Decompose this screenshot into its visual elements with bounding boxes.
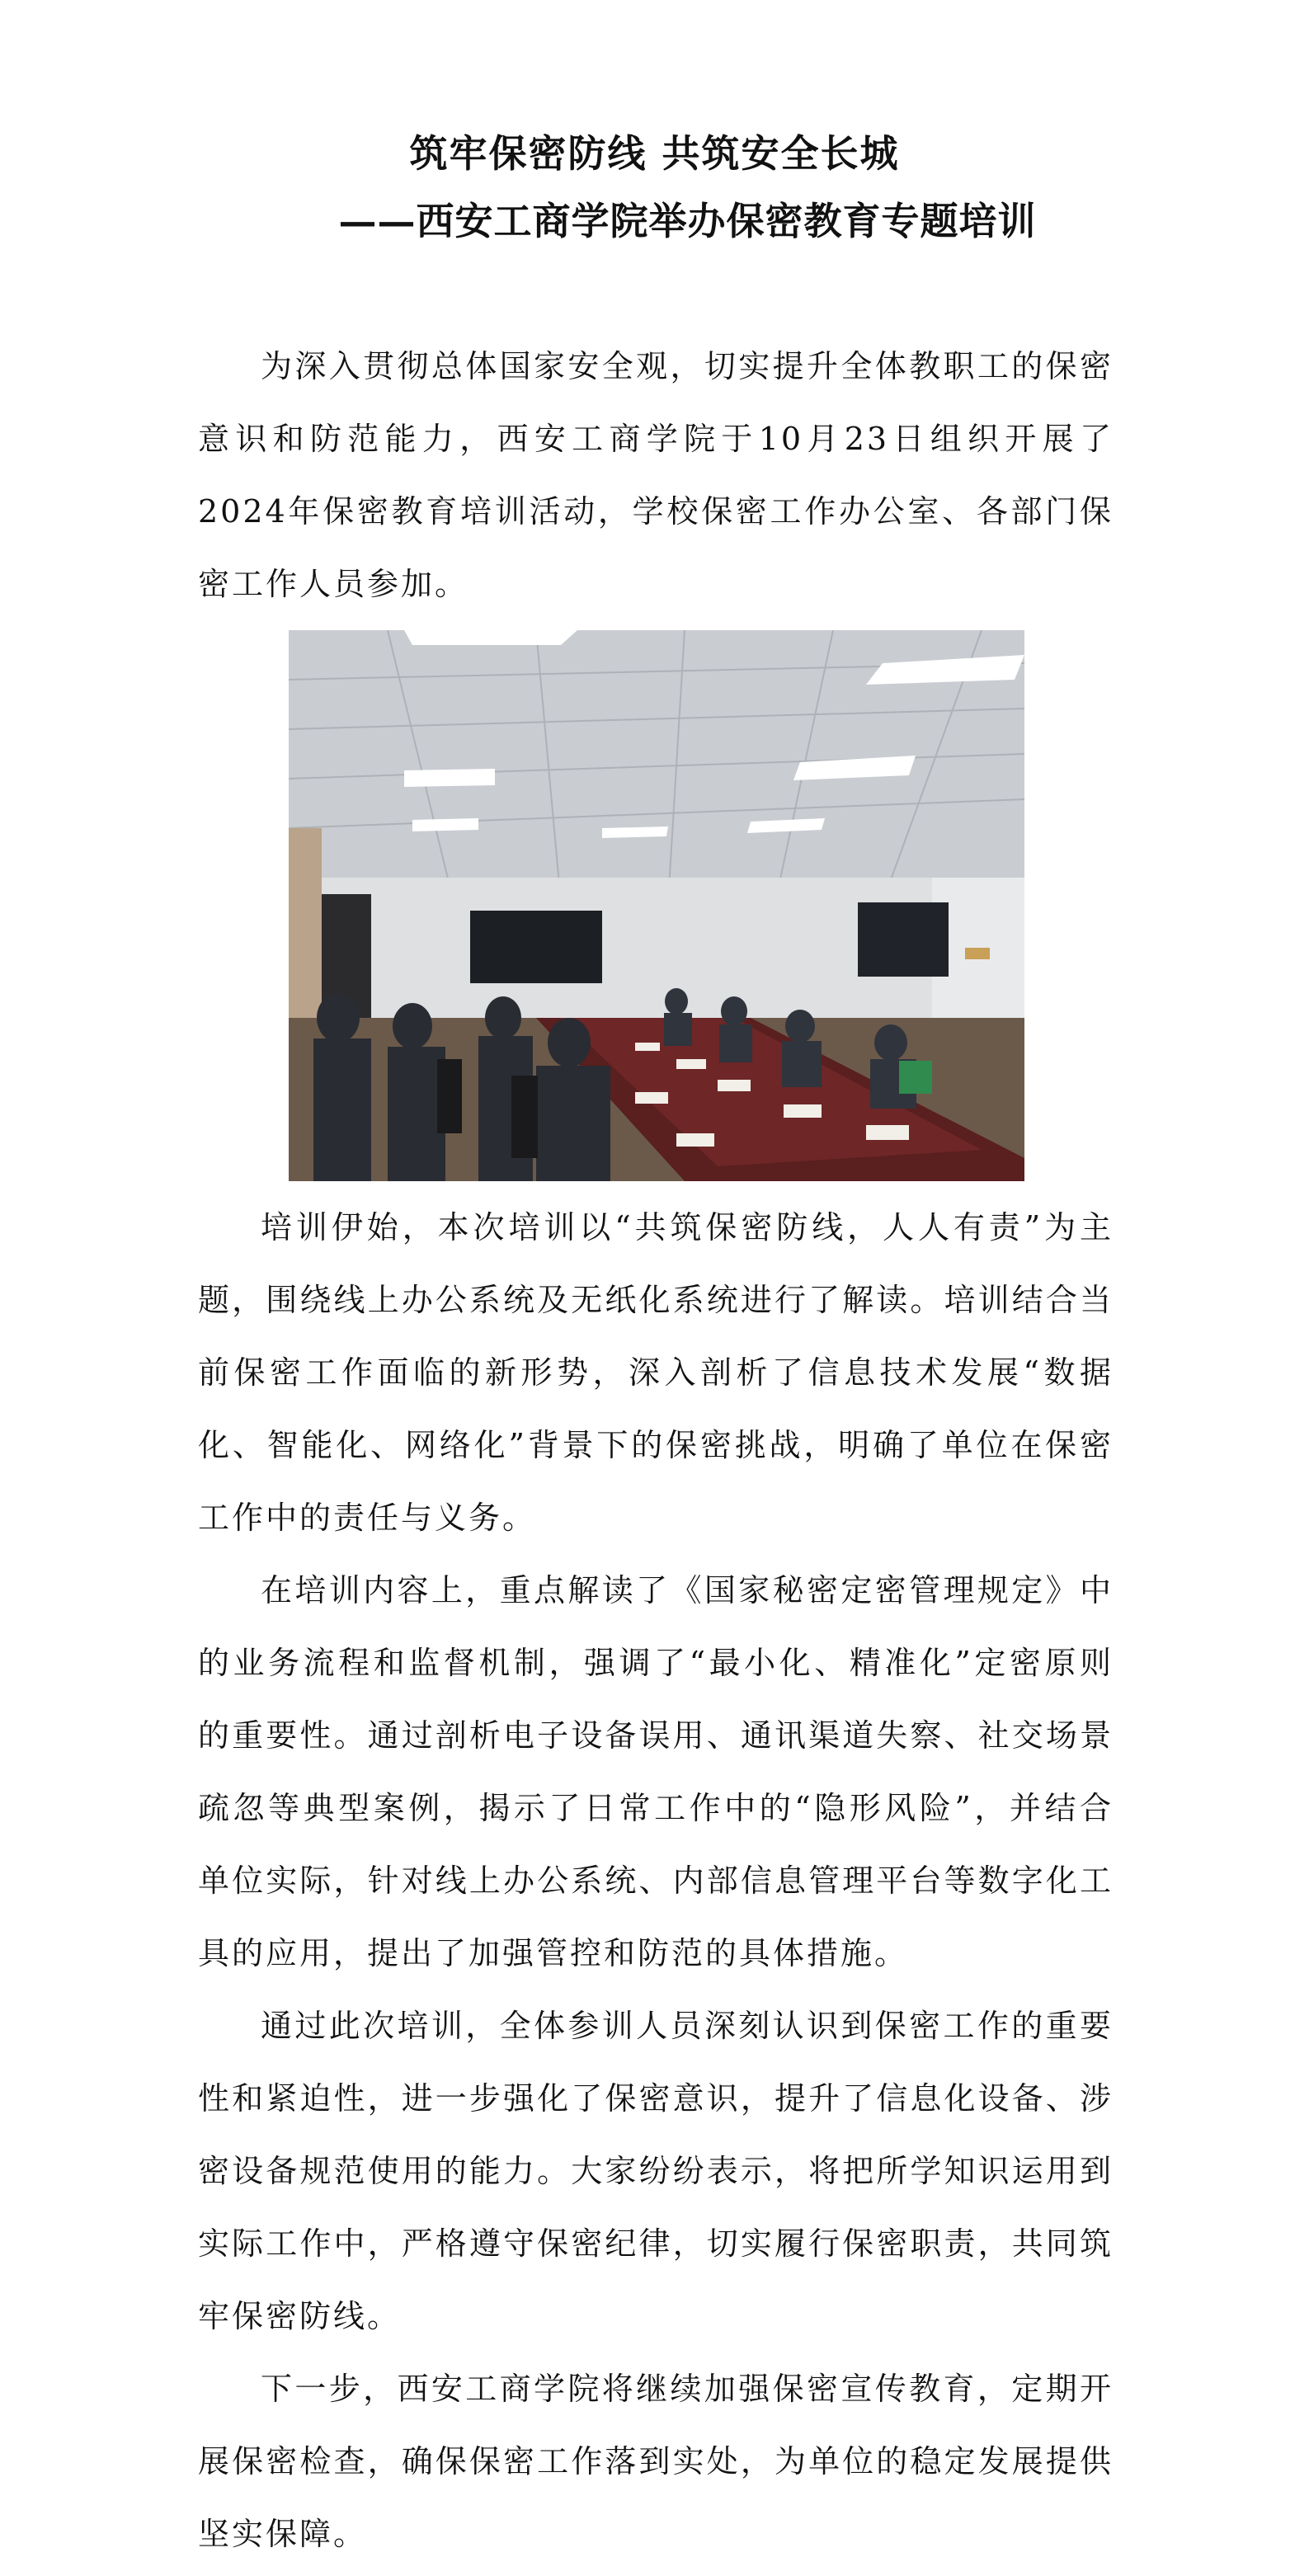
meeting-photo [289, 630, 1024, 1181]
paragraph-2: 培训伊始，本次培训以“共筑保密防线，人人有责”为主题，围绕线上办公系统及无纸化系统进行了解读。培训结合当前保密工作面临的新形势，深入剖析了信息技术发展“数据化、智能化、网络化”背景下的保密挑战，明确了单位在保密工作中的责任与义务。 [198, 1209, 1114, 1536]
paragraph-1: 为深入贯彻总体国家安全观，切实提升全体教职工的保密意识和防范能力，西安工商学院于10月23日组织开展了2024年保密教育培训活动，学校保密工作办公室、各部门保密工作人员参加。 [198, 348, 1114, 602]
paragraph-5: 下一步，西安工商学院将继续加强保密宣传教育，定期开展保密检查，确保保密工作落到实处，为单位的稳定发展提供坚实保障。 [198, 2371, 1114, 2552]
article-body [198, 330, 1114, 2570]
paragraph-4: 通过此次培训，全体参训人员深刻认识到保密工作的重要性和紧迫性，进一步强化了保密意识，提升了信息化设备、涉密设备规范使用的能力。大家纷纷表示，将把所学知识运用到实际工作中，严格遵守保密纪律，切实履行保密职责，共同筑牢保密防线。 [198, 2008, 1114, 2334]
article-title: 筑牢保密防线 共筑安全长城 [409, 131, 900, 176]
paragraph-3: 在培训内容上，重点解读了《国家秘密定密管理规定》中的业务流程和监督机制，强调了“最小化、精准化”定密原则的重要性。通过剖析电子设备误用、通讯渠道失察、社交场景疏忽等典型案例，揭示了日常工作中的“隐形风险”，并结合单位实际，针对线上办公系统、内部信息管理平台等数字化工具的应用，提出了加强管控和防范的具体措施。 [198, 1572, 1114, 1971]
article-subtitle: ——西安工商学院举办保密教育专题培训 [338, 199, 1037, 243]
